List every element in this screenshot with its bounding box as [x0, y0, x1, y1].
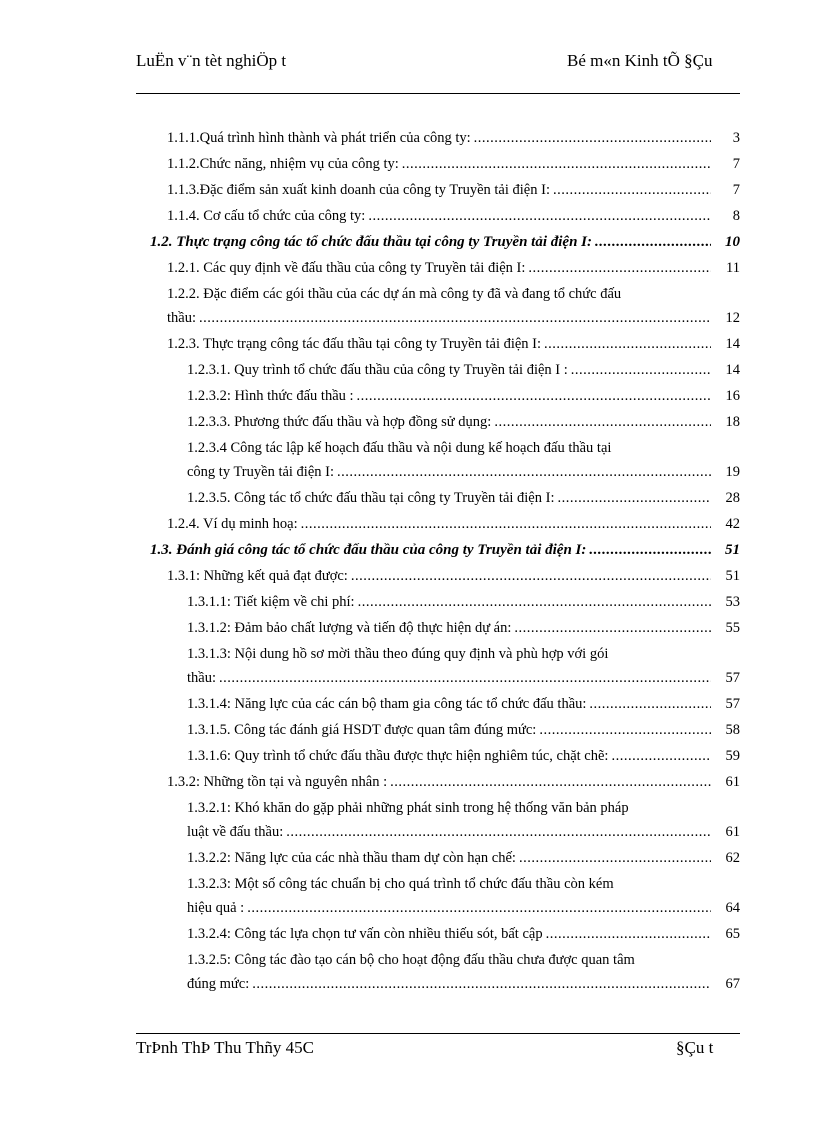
toc-page-number: 19 [725, 464, 740, 480]
header-left: LuËn v¨n tèt nghiÖp t [136, 51, 287, 70]
toc-entry-title: 1.1.4. Cơ cấu tổ chức của công ty: [167, 208, 366, 224]
dot-leader [589, 538, 711, 562]
dot-leader [557, 486, 711, 510]
toc-entry [150, 948, 740, 996]
toc-entry-title: 1.2.3.1. Quy trình tổ chức đấu thầu của công ty Truyền tải điện I : [187, 362, 568, 378]
dot-leader [286, 820, 711, 844]
toc-page-number: 28 [725, 490, 740, 506]
toc-entry-title: 1.2.3.3. Phương thức đấu thầu và hợp đồng sử dụng: [187, 414, 492, 430]
toc-entry [150, 512, 740, 536]
toc-page-number: 62 [725, 850, 740, 866]
toc-entry-title: 1.3.2: Những tồn tại và nguyên nhân : [167, 774, 388, 790]
toc-page-number: 8 [732, 208, 740, 224]
dot-leader [474, 126, 711, 150]
toc-entry-title: 1.3.1.1: Tiết kiệm về chi phí: [187, 594, 355, 610]
toc-entry [150, 796, 740, 844]
toc-page-number: 51 [725, 542, 740, 558]
dot-leader [544, 332, 711, 356]
toc-entry-continuation: đúng mức: [187, 976, 250, 992]
toc-entry [150, 230, 740, 254]
toc-page-number: 3 [732, 130, 740, 146]
dot-leader [301, 512, 711, 536]
toc-entry [150, 436, 740, 484]
toc-entry [150, 744, 740, 768]
toc-page-number: 7 [732, 182, 740, 198]
footer-left: TrÞnh ThÞ Thu Thñy 45C [136, 1038, 314, 1057]
toc-entry-title: 1.3.2.1: Khó khăn do gặp phải những phát sinh trong hệ thống văn bản pháp [187, 800, 629, 816]
toc-entry [150, 616, 740, 640]
toc-entry [150, 410, 740, 434]
toc-page-number: 61 [725, 774, 740, 790]
toc-entry [150, 770, 740, 794]
toc-entry-title: 1.2.4. Ví dụ minh hoạ: [167, 516, 298, 532]
dot-leader [611, 744, 711, 768]
toc-entry-title: 1.2.3. Thực trạng công tác đấu thầu tại công ty Truyền tải điện I: [167, 336, 542, 352]
toc-entry-title: 1.2.3.5. Công tác tổ chức đấu thầu tại công ty Truyền tải điện I: [187, 490, 555, 506]
toc-entry-title: 1.1.2.Chức năng, nhiệm vụ của công ty: [167, 156, 399, 172]
dot-leader [571, 358, 711, 382]
toc-entry-title: 1.3.1: Những kết quả đạt được: [167, 568, 348, 584]
toc-entry [150, 152, 740, 176]
dot-leader [514, 616, 711, 640]
toc-entry-title: 1.2.2. Đặc điểm các gói thầu của các dự án mà công ty đã và đang tổ chức đấu [167, 286, 622, 302]
toc-entry-title: 1.2. Thực trạng công tác tổ chức đấu thầu tại công ty Truyền tải điện I: [150, 234, 593, 250]
toc-entry-title: 1.3.2.3: Một số công tác chuẩn bị cho quá trình tổ chức đấu thầu còn kém [187, 876, 614, 892]
dot-leader [368, 204, 711, 228]
toc-entry [150, 486, 740, 510]
toc-entry-continuation: thầu: [187, 670, 216, 686]
toc-entry [150, 692, 740, 716]
toc-page-number: 18 [725, 414, 740, 430]
toc-page-number: 59 [725, 748, 740, 764]
toc-entry [150, 178, 740, 202]
footer-rule [136, 1033, 740, 1034]
dot-leader [528, 256, 711, 280]
dot-leader [252, 972, 711, 996]
toc-entry [150, 256, 740, 280]
toc-page-number: 58 [725, 722, 740, 738]
dot-leader [351, 564, 711, 588]
toc-entry [150, 846, 740, 870]
toc-page-number: 64 [725, 900, 740, 916]
dot-leader [553, 178, 711, 202]
dot-leader [402, 152, 711, 176]
toc-entry [150, 590, 740, 614]
toc-page-number: 7 [732, 156, 740, 172]
toc-entry-title: 1.3.1.3: Nội dung hồ sơ mời thầu theo đúng quy định và phù hợp với gói [187, 646, 609, 662]
toc-entry-continuation: thầu: [167, 310, 196, 326]
toc-page-number: 67 [725, 976, 740, 992]
toc-entry-title: 1.2.3.4 Công tác lập kế hoạch đấu thầu và nội dung kế hoạch đấu thầu tại [187, 440, 612, 456]
toc-page-number: 12 [725, 310, 740, 326]
dot-leader [357, 384, 711, 408]
toc-page-number: 53 [725, 594, 740, 610]
toc-entry-title: 1.3.1.6: Quy trình tổ chức đấu thầu được thực hiện nghiêm túc, chặt chẽ: [187, 748, 609, 764]
toc-page-number: 51 [725, 568, 740, 584]
toc-entry [150, 332, 740, 356]
toc-entry-title: 1.3.2.5: Công tác đào tạo cán bộ cho hoạt động đấu thầu chưa được quan tâm [187, 952, 635, 968]
toc-page-number: 10 [725, 234, 740, 250]
header-right: Bé m«n Kinh tÕ §Çu [567, 51, 713, 70]
dot-leader [539, 718, 711, 742]
toc-entry [150, 384, 740, 408]
toc-entry [150, 538, 740, 562]
toc-entry-title: 1.3. Đánh giá công tác tổ chức đấu thầu của công ty Truyền tải điện I: [150, 542, 587, 558]
toc-entry [150, 872, 740, 920]
toc-entry-title: 1.3.1.2: Đảm bảo chất lượng và tiến độ thực hiện dự án: [187, 620, 512, 636]
toc-page-number: 11 [726, 260, 740, 276]
toc-page-number: 57 [725, 670, 740, 686]
toc-entry [150, 922, 740, 946]
toc-page-number: 65 [725, 926, 740, 942]
toc-entry-continuation: luật về đấu thầu: [187, 824, 284, 840]
toc-entry [150, 126, 740, 150]
toc-entry-title: 1.3.1.4: Năng lực của các cán bộ tham gia công tác tổ chức đấu thầu: [187, 696, 587, 712]
footer-right: §Çu t [676, 1038, 714, 1057]
dot-leader [519, 846, 711, 870]
header-rule [136, 93, 740, 94]
toc-page-number: 42 [725, 516, 740, 532]
dot-leader [546, 922, 711, 946]
toc-page-number: 14 [725, 336, 740, 352]
dot-leader [219, 666, 711, 690]
dot-leader [247, 896, 711, 920]
toc-entry [150, 564, 740, 588]
toc-page-number: 57 [725, 696, 740, 712]
toc-entry-continuation: công ty Truyền tải điện I: [187, 464, 335, 480]
table-of-contents [150, 126, 740, 998]
dot-leader [589, 692, 711, 716]
dot-leader [337, 460, 711, 484]
dot-leader [494, 410, 711, 434]
toc-entry-title: 1.1.3.Đặc điểm sản xuất kinh doanh của công ty Truyền tải điện I: [167, 182, 550, 198]
toc-entry [150, 282, 740, 330]
toc-page-number: 55 [725, 620, 740, 636]
toc-entry-title: 1.3.2.4: Công tác lựa chọn tư vấn còn nhiều thiếu sót, bất cập [187, 926, 543, 942]
toc-entry-continuation: hiệu quả : [187, 900, 245, 916]
dot-leader [390, 770, 711, 794]
toc-entry-title: 1.3.2.2: Năng lực của các nhà thầu tham dự còn hạn chế: [187, 850, 516, 866]
toc-entry-title: 1.2.3.2: Hình thức đấu thầu : [187, 388, 354, 404]
toc-page-number: 61 [725, 824, 740, 840]
toc-page-number: 16 [725, 388, 740, 404]
toc-entry-title: 1.1.1.Quá trình hình thành và phát triển của công ty: [167, 130, 471, 146]
dot-leader [199, 306, 711, 330]
toc-entry [150, 718, 740, 742]
toc-entry [150, 204, 740, 228]
toc-entry [150, 358, 740, 382]
toc-entry-title: 1.2.1. Các quy định về đấu thầu của công ty Truyền tải điện I: [167, 260, 526, 276]
toc-entry [150, 642, 740, 690]
toc-page-number: 14 [725, 362, 740, 378]
toc-entry-title: 1.3.1.5. Công tác đánh giá HSDT được quan tâm đúng mức: [187, 722, 537, 738]
dot-leader [358, 590, 711, 614]
dot-leader [595, 230, 711, 254]
